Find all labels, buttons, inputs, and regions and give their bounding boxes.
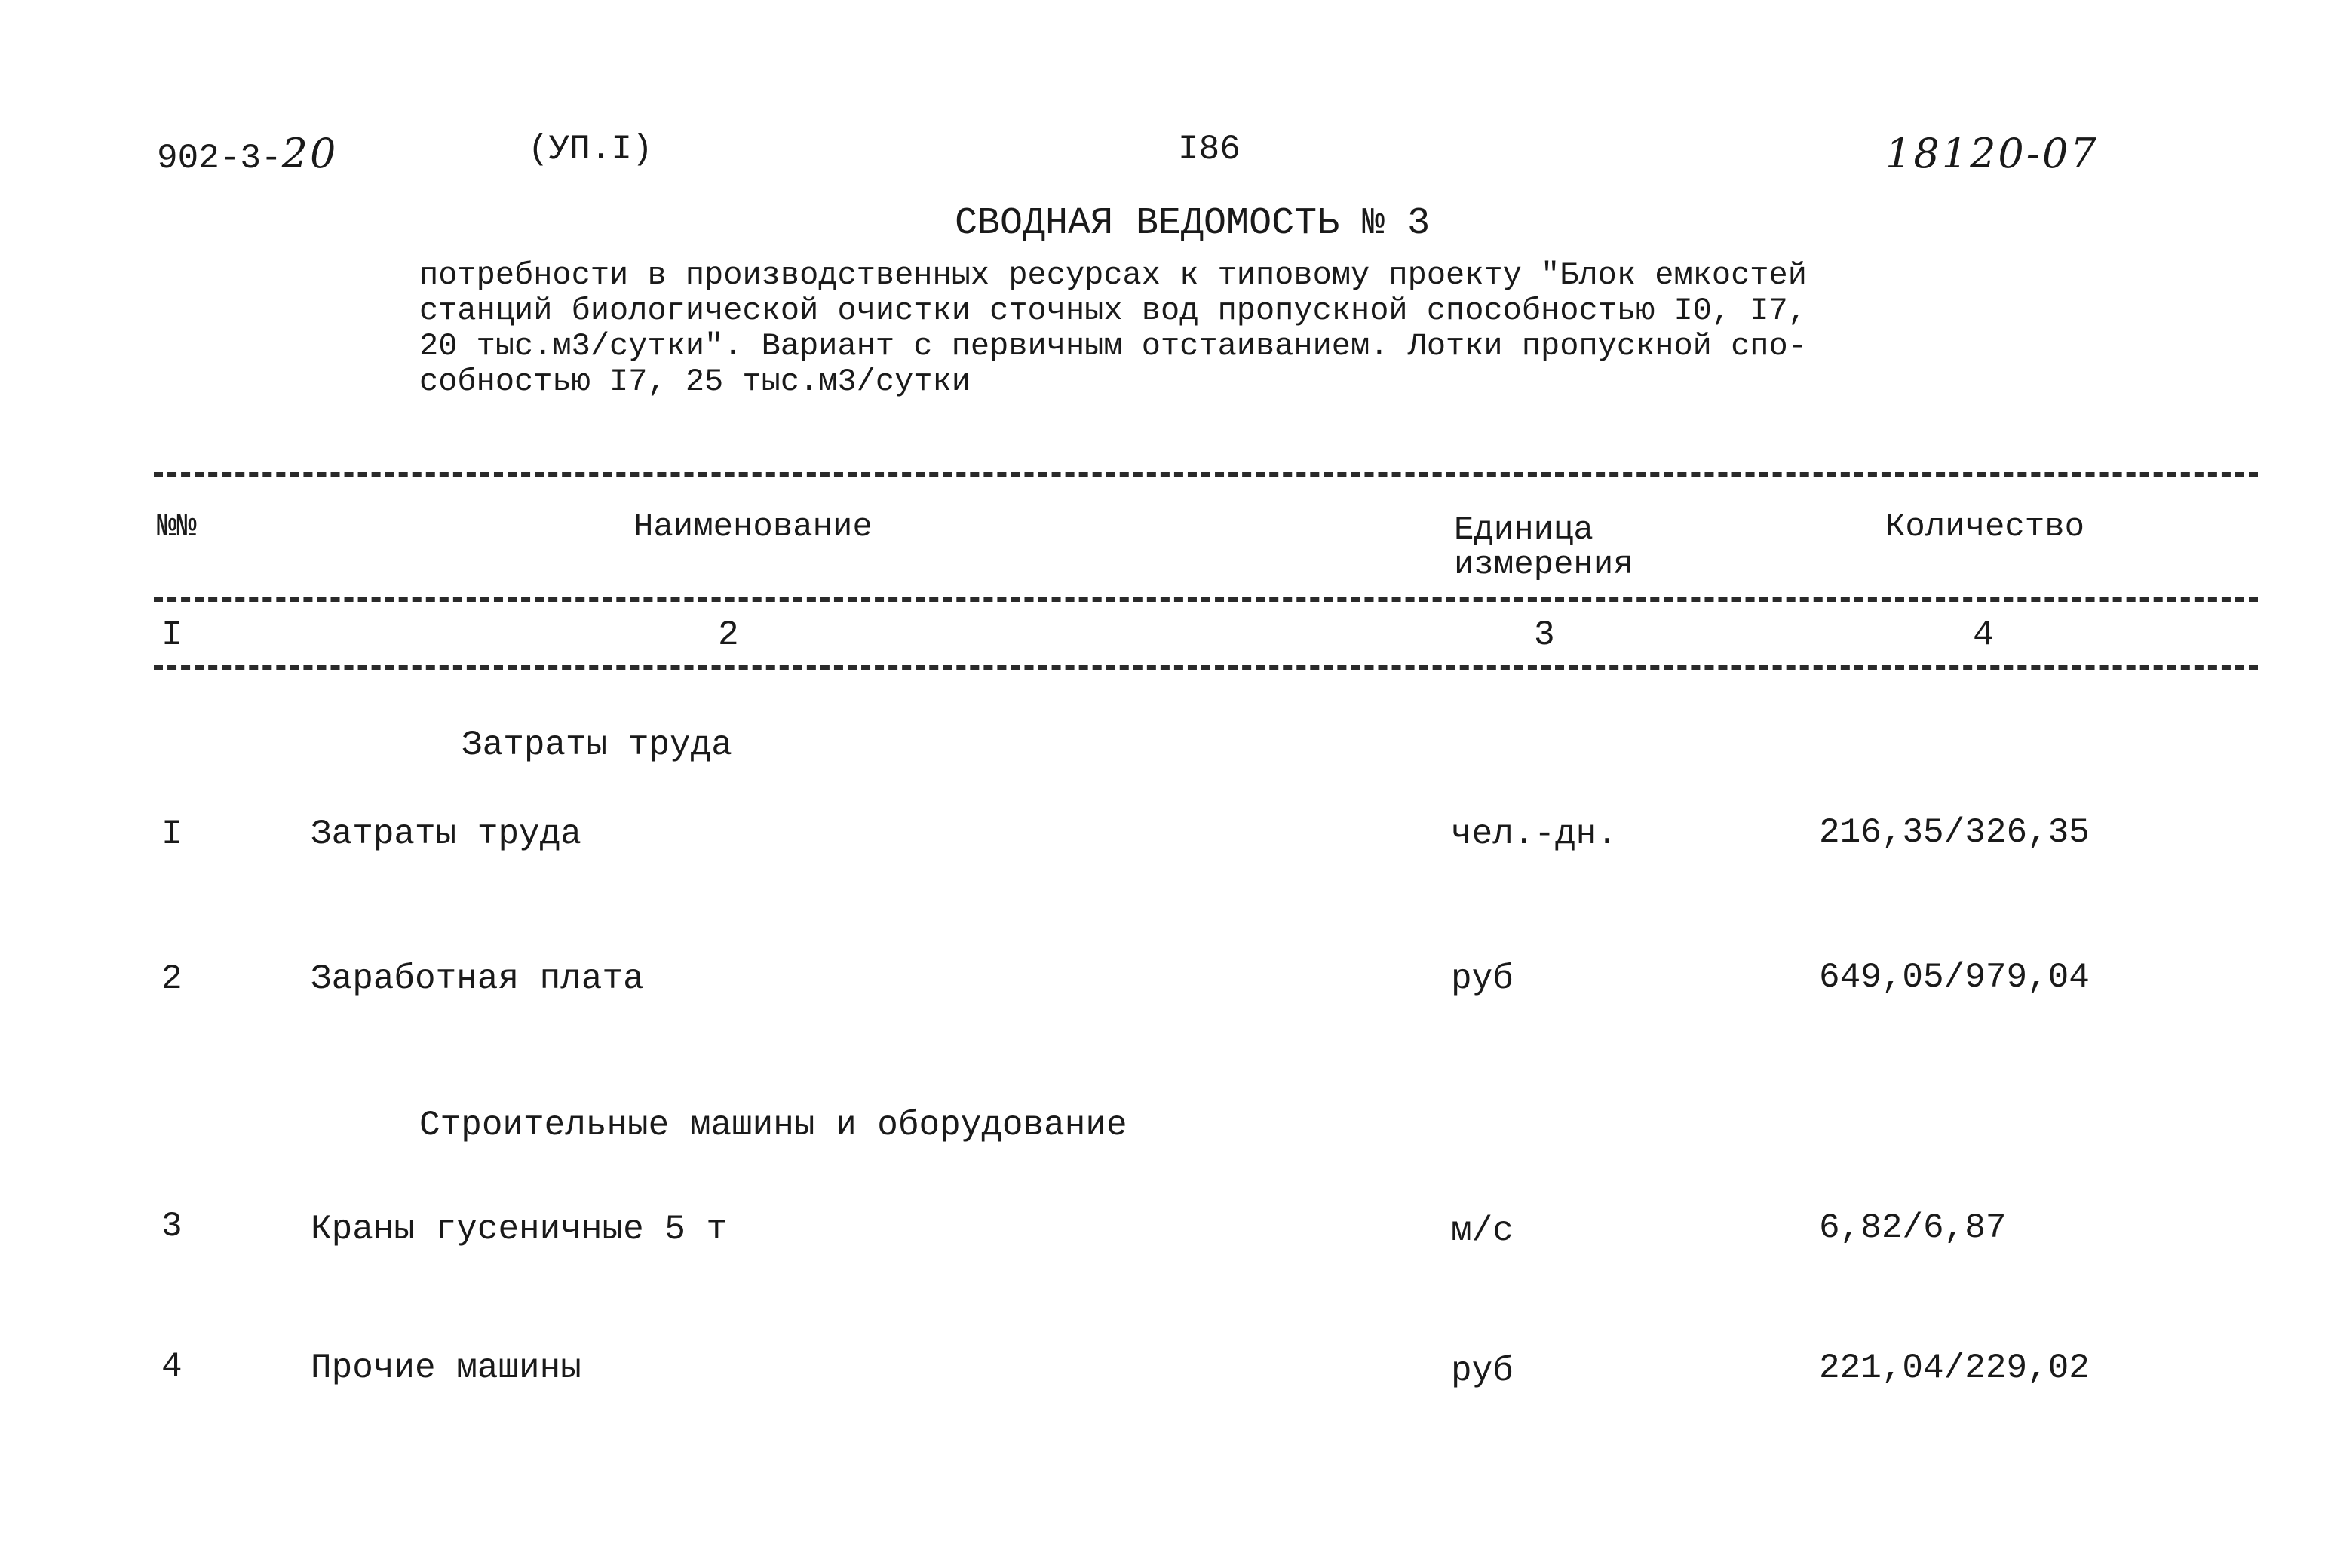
row-unit: руб bbox=[1451, 1352, 1514, 1391]
column-number-2: 2 bbox=[718, 615, 739, 655]
subtitle-line: собностью I7, 25 тыс.м3/сутки bbox=[419, 364, 971, 400]
row-name: Прочие машины bbox=[311, 1349, 581, 1388]
row-unit: руб bbox=[1451, 959, 1514, 999]
document-code bbox=[157, 130, 338, 178]
subtitle-line: потребности в производственных ресурсах к типовому проекту "Блок емкостей bbox=[419, 257, 1807, 293]
row-quantity: 649,05/979,04 bbox=[1819, 958, 2090, 997]
row-name: Заработная плата bbox=[311, 959, 644, 999]
column-number-3: 3 bbox=[1534, 615, 1555, 655]
row-name: Краны гусеничные 5 т bbox=[311, 1210, 728, 1249]
row-number: 2 bbox=[161, 959, 183, 999]
row-number: 3 bbox=[161, 1207, 183, 1246]
subtitle-line: 20 тыс.м3/сутки". Вариант с первичным отстаиванием. Лотки пропускной спо- bbox=[419, 328, 1807, 364]
subtitle-line: станций биологической очистки сточных вод пропускной способностью I0, I7, bbox=[419, 293, 1807, 329]
section-title: Затраты труда bbox=[462, 726, 732, 765]
row-unit: м/с bbox=[1451, 1211, 1514, 1250]
column-number-1: I bbox=[161, 615, 183, 655]
subtitle bbox=[419, 258, 2003, 400]
row-quantity: 221,04/229,02 bbox=[1819, 1349, 2090, 1388]
document-code-printed: 902-3- bbox=[157, 139, 282, 178]
column-header-unit-line: измерения bbox=[1454, 546, 1633, 584]
column-header-name: Наименование bbox=[633, 508, 873, 546]
page-title: СВОДНАЯ ВЕДОМОСТЬ № 3 bbox=[955, 202, 1431, 245]
row-name: Затраты труда bbox=[311, 815, 581, 854]
row-quantity: 216,35/326,35 bbox=[1819, 813, 2090, 852]
page-number: I86 bbox=[1178, 130, 1241, 169]
column-header-unit bbox=[1454, 513, 1633, 582]
document-code-handwritten: 20 bbox=[281, 130, 339, 177]
table-header-rule bbox=[154, 597, 2258, 602]
column-header-number: №№ bbox=[157, 508, 197, 546]
column-number-4: 4 bbox=[1973, 615, 1994, 655]
row-quantity: 6,82/6,87 bbox=[1819, 1208, 2007, 1247]
row-number: I bbox=[161, 815, 183, 854]
column-header-quantity: Количество bbox=[1885, 508, 2085, 546]
row-unit: чел.-дн. bbox=[1451, 815, 1618, 854]
table-top-rule bbox=[154, 472, 2258, 477]
row-number: 4 bbox=[161, 1347, 183, 1386]
album-label: (УП.I) bbox=[528, 130, 653, 169]
table-numbering-rule bbox=[154, 665, 2258, 670]
column-header-unit-line: Единица bbox=[1454, 511, 1593, 549]
section-title: Строительные машины и оборудование bbox=[419, 1106, 1127, 1145]
registry-number: 18120-07 bbox=[1885, 130, 2099, 177]
